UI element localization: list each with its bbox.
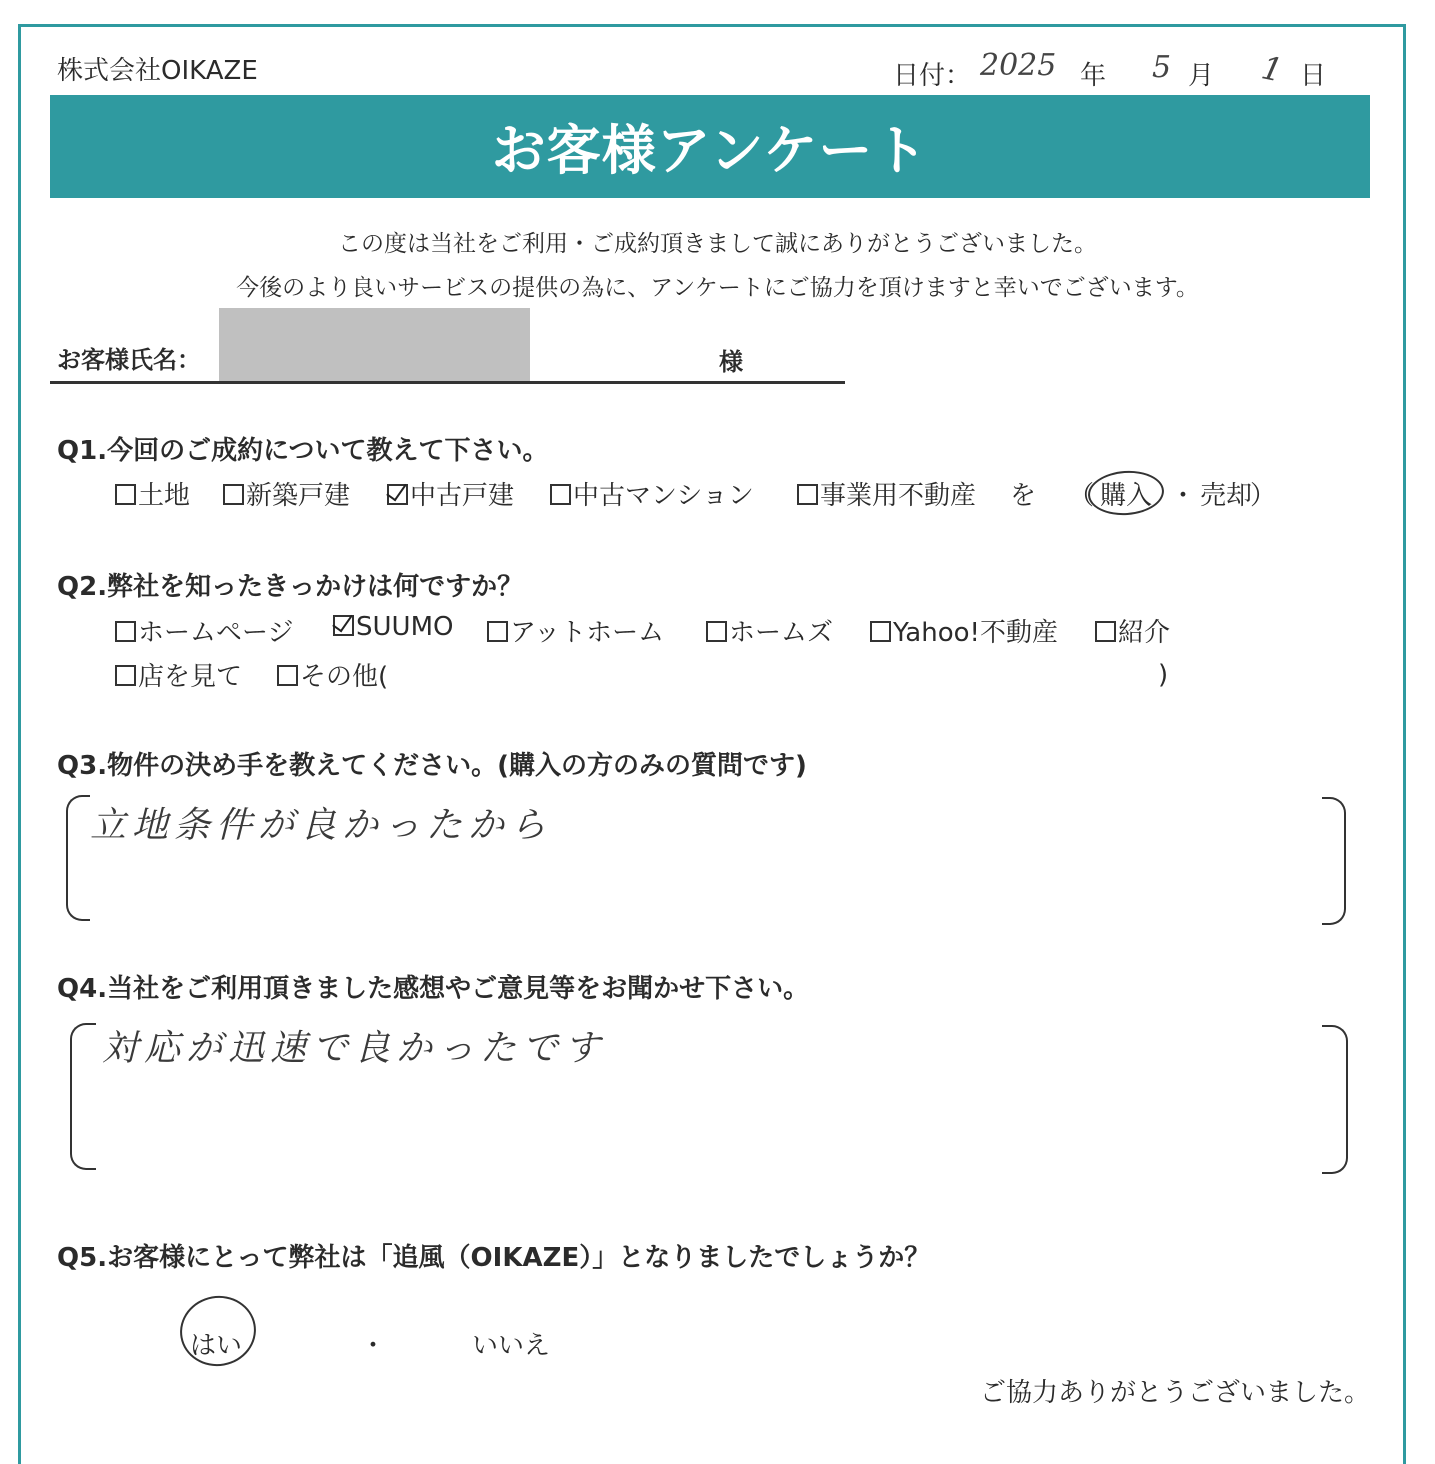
q5-no-option[interactable]: いいえ <box>472 1331 551 1361</box>
checkbox-icon[interactable] <box>870 621 891 642</box>
q2-option-suumo[interactable]: SUUMO <box>333 612 453 642</box>
q1-options <box>0 475 1435 515</box>
q2-option-referral[interactable]: 紹介 <box>1095 612 1170 649</box>
checkbox-icon[interactable] <box>487 621 508 642</box>
checkbox-icon[interactable] <box>277 665 298 686</box>
customer-name-redaction[interactable] <box>219 308 530 381</box>
q4-bracket-right <box>1322 1025 1348 1174</box>
q1-option-new-house[interactable]: 新築戸建 <box>223 475 350 512</box>
purchase-circle-mark <box>1087 468 1166 517</box>
q1-purchase-option[interactable]: 購入 <box>1100 481 1153 511</box>
intro-line-2: 今後のより良いサービスの提供の為に、アンケートにご協力を頂けますと幸いでございます。 <box>236 275 1199 301</box>
checked-checkbox-icon[interactable] <box>333 615 354 636</box>
title-banner <box>50 95 1370 198</box>
q3-bracket-right <box>1322 797 1346 925</box>
q3-answer[interactable]: 立地条件が良かったから <box>90 805 553 846</box>
company-name: 株式会社OIKAZE <box>57 56 258 86</box>
q3-question: Q3.物件の決め手を教えてください。(購入の方のみの質問です) <box>57 751 807 781</box>
q2-option-other[interactable]: その他( <box>277 656 388 693</box>
thanks-message: ご協力ありがとうございました。 <box>980 1378 1371 1408</box>
q1-option-land[interactable]: 土地 <box>115 475 190 512</box>
q1-question: Q1.今回のご成約について教えて下さい。 <box>57 436 549 466</box>
date-year-unit: 年 <box>1080 61 1107 91</box>
q1-connector: を <box>1010 481 1037 511</box>
checkbox-icon[interactable] <box>115 621 136 642</box>
checkbox-icon[interactable] <box>115 484 136 505</box>
intro-line-1: この度は当社をご利用・ご成約頂きまして誠にありがとうございました。 <box>338 231 1097 257</box>
q1-paren-close: ） <box>1250 481 1277 511</box>
q4-question: Q4.当社をご利用頂きました感想やご意見等をお聞かせ下さい。 <box>57 974 810 1004</box>
q5-question: Q5.お客様にとって弊社は「追風（OIKAZE）」となりましたでしょうか？ <box>57 1243 931 1273</box>
q1-separator: ・ <box>1170 481 1197 511</box>
customer-name-underline <box>50 381 845 384</box>
q2-question: Q2.弊社を知ったきっかけは何ですか？ <box>57 572 524 602</box>
q5-separator: ・ <box>360 1331 387 1361</box>
q2-option-saw-store[interactable]: 店を見て <box>115 656 242 693</box>
checkbox-icon[interactable] <box>223 484 244 505</box>
checkbox-icon[interactable] <box>706 621 727 642</box>
q2-other-close: ) <box>1158 660 1169 690</box>
q1-sale-option[interactable]: 売却 <box>1200 481 1253 511</box>
q1-option-used-house[interactable]: 中古戸建 <box>387 475 514 512</box>
q2-options-row-2 <box>0 656 1435 696</box>
q2-option-homepage[interactable]: ホームページ <box>115 612 293 649</box>
q2-options-row-1 <box>0 612 1435 652</box>
customer-name-suffix: 様 <box>719 348 743 376</box>
q2-option-athome[interactable]: アットホーム <box>487 612 664 649</box>
checkbox-icon[interactable] <box>550 484 571 505</box>
q1-option-business-property[interactable]: 事業用不動産 <box>797 475 976 512</box>
q3-bracket-left <box>66 795 90 921</box>
date-label: 日付： <box>893 61 972 91</box>
page-title: お客様アンケート <box>491 119 929 182</box>
date-year-value[interactable]: 2025 <box>980 48 1057 83</box>
q4-answer[interactable]: 対応が迅速で良かったです <box>102 1028 607 1069</box>
date-day-value[interactable]: 1 <box>1258 48 1287 90</box>
q5-yes-option[interactable]: はい <box>190 1331 243 1361</box>
checkbox-icon[interactable] <box>1095 621 1116 642</box>
q2-option-homes[interactable]: ホームズ <box>706 612 833 649</box>
q1-option-used-mansion[interactable]: 中古マンション <box>550 475 754 512</box>
date-month-unit: 月 <box>1188 61 1215 91</box>
date-month-value[interactable]: 5 <box>1152 50 1172 85</box>
checkbox-icon[interactable] <box>115 665 136 686</box>
checkbox-icon[interactable] <box>797 484 818 505</box>
customer-name-label: お客様氏名： <box>57 346 201 374</box>
checked-checkbox-icon[interactable] <box>387 484 408 505</box>
q1-paren-open: （ <box>1068 481 1095 511</box>
q2-option-yahoo[interactable]: Yahoo!不動産 <box>870 612 1058 649</box>
q4-bracket-left <box>70 1023 96 1170</box>
date-day-unit: 日 <box>1300 61 1327 91</box>
